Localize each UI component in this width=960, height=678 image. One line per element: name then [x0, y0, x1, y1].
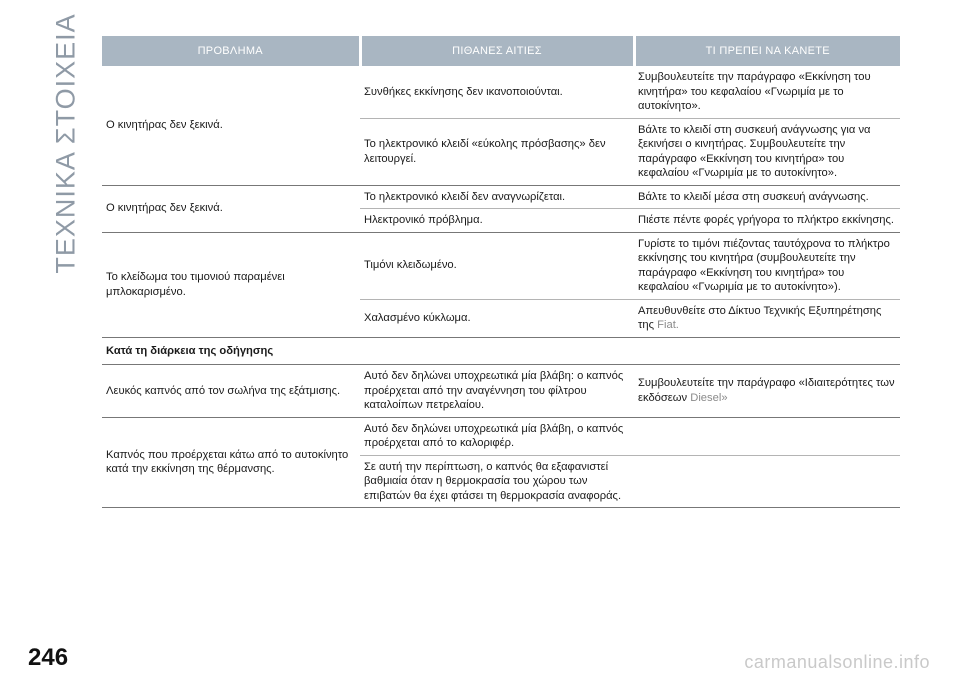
cause-cell: Ηλεκτρονικό πρόβλημα. [360, 209, 634, 233]
cause-cell: Αυτό δεν δηλώνει υποχρεωτικά μία βλάβη: ο καπνός προέρχεται από την αναγέννηση του φίλτρου καταλοίπων πετρελαίου. [360, 365, 634, 418]
brand-name: Fiat. [657, 319, 679, 331]
action-cell [634, 299, 900, 337]
cause-cell: Τιμόνι κλειδωμένο. [360, 232, 634, 299]
table-row [102, 417, 900, 455]
cause-cell: Χαλασμένο κύκλωμα. [360, 299, 634, 337]
table-row [102, 185, 900, 209]
section-title: Κατά τη διάρκεια της οδήγησης [102, 337, 900, 365]
action-cell [634, 365, 900, 418]
action-cell: Συμβουλευτείτε την παράγραφο «Εκκίνηση του κινητήρα» του κεφαλαίου «Γνωριμία με το αυτοκίνητο». [634, 66, 900, 118]
chapter-title [50, 12, 82, 274]
problem-cell: Λευκός καπνός από τον σωλήνα της εξάτμισης. [102, 365, 360, 418]
header-problem: ΠΡΟΒΛΗΜΑ [102, 36, 360, 66]
troubleshooting-table [102, 36, 900, 508]
problem-cell: Καπνός που προέρχεται κάτω από το αυτοκίνητο κατά την εκκίνηση της θέρμανσης. [102, 417, 360, 508]
watermark: carmanualsonline.info [744, 652, 930, 672]
action-text: Απευθυνθείτε στο Δίκτυο Τεχνικής Εξυπηρέτησης της [638, 304, 882, 331]
problem-cell: Ο κινητήρας δεν ξεκινά. [102, 66, 360, 185]
cause-cell: Αυτό δεν δηλώνει υποχρεωτικά μία βλάβη, ο καπνός προέρχεται από το καλοριφέρ. [360, 417, 634, 455]
problem-cell: Ο κινητήρας δεν ξεκινά. [102, 185, 360, 232]
action-cell: Γυρίστε το τιμόνι πιέζοντας ταυτόχρονα το πλήκτρο εκκίνησης του κινητήρα (συμβουλευτείτε την παράγραφο «Εκκίνηση του κινητήρα» του κεφαλαίου «Γνωριμία με το αυτοκίνητο»). [634, 232, 900, 299]
action-cell-empty [634, 417, 900, 455]
action-cell-empty [634, 455, 900, 508]
action-cell: Βάλτε το κλειδί μέσα στη συσκευή ανάγνωσης. [634, 185, 900, 209]
table-row [102, 365, 900, 418]
cause-cell: Το ηλεκτρονικό κλειδί «εύκολης πρόσβασης» δεν λειτουργεί. [360, 118, 634, 185]
header-causes: ΠΙΘΑΝΕΣ ΑΙΤΙΕΣ [360, 36, 634, 66]
page-number: 246 [28, 644, 69, 671]
engine-type: Diesel» [690, 391, 728, 404]
cause-cell: Σε αυτή την περίπτωση, ο καπνός θα εξαφανιστεί βαθμιαία όταν η θερμοκρασία του χώρου των επιβατών θα έχει φτάσει τη θερμοκρασία αναφοράς. [360, 455, 634, 508]
table-row [102, 232, 900, 299]
header-actions: ΤΙ ΠΡΕΠΕΙ ΝΑ ΚΑΝΕΤΕ [634, 36, 900, 66]
action-text: Συμβουλευτείτε την παράγραφο «Ιδιαιτερότητες των εκδόσεων [638, 377, 895, 404]
chapter-title-text: ΤΕΧΝΙΚΑ ΣΤΟΙΧΕΙΑ [50, 12, 81, 274]
action-cell: Πιέστε πέντε φορές γρήγορα το πλήκτρο εκκίνησης. [634, 209, 900, 233]
section-row [102, 337, 900, 365]
problem-cell: Το κλείδωμα του τιμονιού παραμένει μπλοκαρισμένο. [102, 232, 360, 337]
cause-cell: Συνθήκες εκκίνησης δεν ικανοποιούνται. [360, 66, 634, 118]
action-cell: Βάλτε το κλειδί στη συσκευή ανάγνωσης για να ξεκινήσει ο κινητήρας. Συμβουλευτείτε την παράγραφο «Εκκίνηση του κινητήρα» του κεφαλαίου «Γνωριμία με το αυτοκίνητο». [634, 118, 900, 185]
table-row [102, 66, 900, 118]
table-header-row [102, 36, 900, 66]
cause-cell: Το ηλεκτρονικό κλειδί δεν αναγνωρίζεται. [360, 185, 634, 209]
